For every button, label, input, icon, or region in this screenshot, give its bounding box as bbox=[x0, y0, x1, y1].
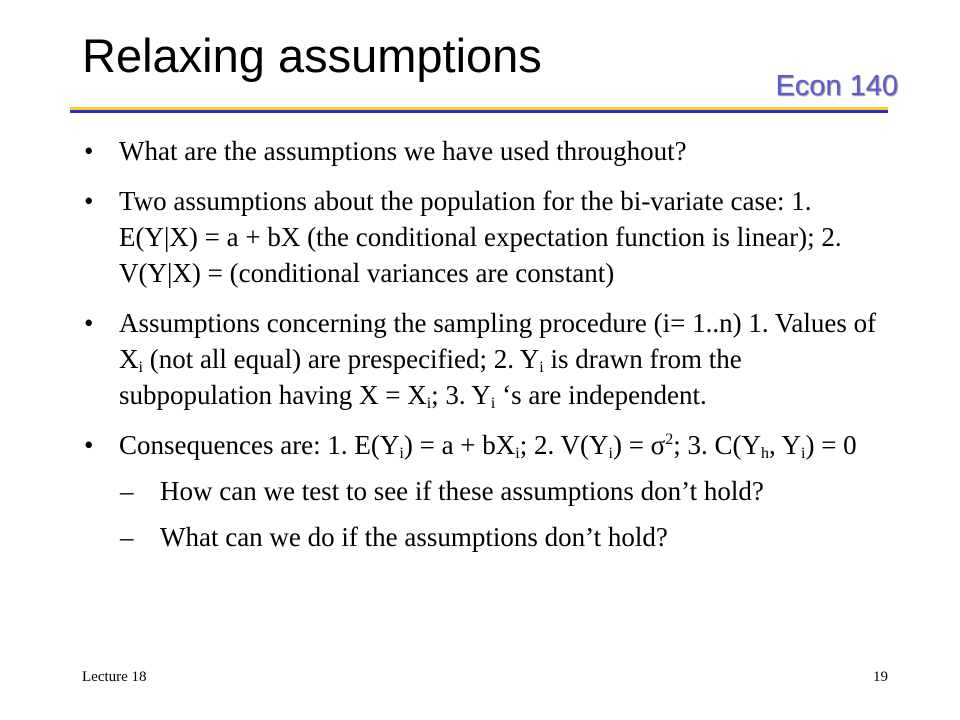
bullet-text-3 bbox=[119, 308, 876, 410]
footer-page-number: 19 bbox=[873, 669, 888, 685]
course-label: Econ 140 bbox=[775, 70, 898, 102]
bullet-4-part-4: ) = σ bbox=[612, 430, 666, 460]
bullet-3-part-1: Assumptions concerning the sampling procedure (i= 1..n) 1. Values of X bbox=[119, 308, 877, 374]
bullet-4-part-6: , Y bbox=[769, 430, 801, 460]
bullet-item-4 bbox=[82, 427, 882, 463]
title-underline bbox=[70, 107, 888, 114]
bullet-text-2: Two assumptions about the population for the bi-variate case: 1. E(Y|X) = a + bX (the conditional expectation function is linear); 2. V(Y|X) = (conditional variances are constant) bbox=[119, 186, 842, 288]
sub-bullet-marker: – bbox=[120, 522, 134, 552]
subscript-i: i bbox=[399, 445, 404, 462]
bullet-marker: • bbox=[84, 136, 94, 166]
superscript-2: 2 bbox=[665, 431, 674, 448]
subscript-i: i bbox=[801, 445, 806, 462]
bullet-text-4 bbox=[119, 430, 857, 460]
bullet-4-part-2: ) = a + bX bbox=[403, 430, 516, 460]
slide-title: Relaxing assumptions bbox=[82, 29, 542, 82]
bullet-item-2 bbox=[82, 183, 882, 291]
bullet-3-part-5: ‘s are independent. bbox=[495, 380, 707, 410]
bullet-3-part-2: (not all equal) are prespecified; 2. Y bbox=[142, 344, 540, 374]
sub-bullet-item-1 bbox=[82, 473, 882, 509]
sub-bullet-text-1: How can we test to see if these assumptions don’t hold? bbox=[160, 476, 764, 506]
bullet-3-part-3: is drawn from the subpopulation having X = X bbox=[119, 344, 742, 410]
subscript-i: i bbox=[515, 445, 520, 462]
bullet-text-1: What are the assumptions we have used throughout? bbox=[119, 136, 687, 166]
bullet-4-part-5: ; 3. C(Y bbox=[673, 430, 761, 460]
footer-lecture-label: Lecture 18 bbox=[82, 669, 147, 685]
subscript-h: h bbox=[761, 445, 769, 462]
bullet-4-part-1: Consequences are: 1. E(Y bbox=[119, 430, 400, 460]
slide-body bbox=[82, 133, 882, 565]
bullet-marker: • bbox=[84, 308, 94, 338]
bullet-4-part-7: ) = 0 bbox=[805, 430, 857, 460]
bullet-3-part-4: ; 3. Y bbox=[431, 380, 491, 410]
subscript-i: i bbox=[539, 359, 544, 376]
sub-bullet-marker: – bbox=[120, 476, 134, 506]
bullet-item-1 bbox=[82, 133, 882, 169]
bullet-4-part-3: ; 2. V(Y bbox=[519, 430, 609, 460]
sub-bullet-item-2 bbox=[82, 519, 882, 555]
subscript-i: i bbox=[426, 395, 432, 412]
title-underline-blue bbox=[70, 110, 888, 113]
bullet-item-3 bbox=[82, 305, 882, 413]
subscript-i: i bbox=[138, 359, 143, 376]
bullet-marker: • bbox=[84, 186, 94, 216]
sub-bullet-text-2: What can we do if the assumptions don’t hold? bbox=[160, 522, 668, 552]
subscript-i: i bbox=[490, 395, 496, 412]
subscript-i: i bbox=[608, 445, 613, 462]
bullet-marker: • bbox=[84, 430, 94, 460]
